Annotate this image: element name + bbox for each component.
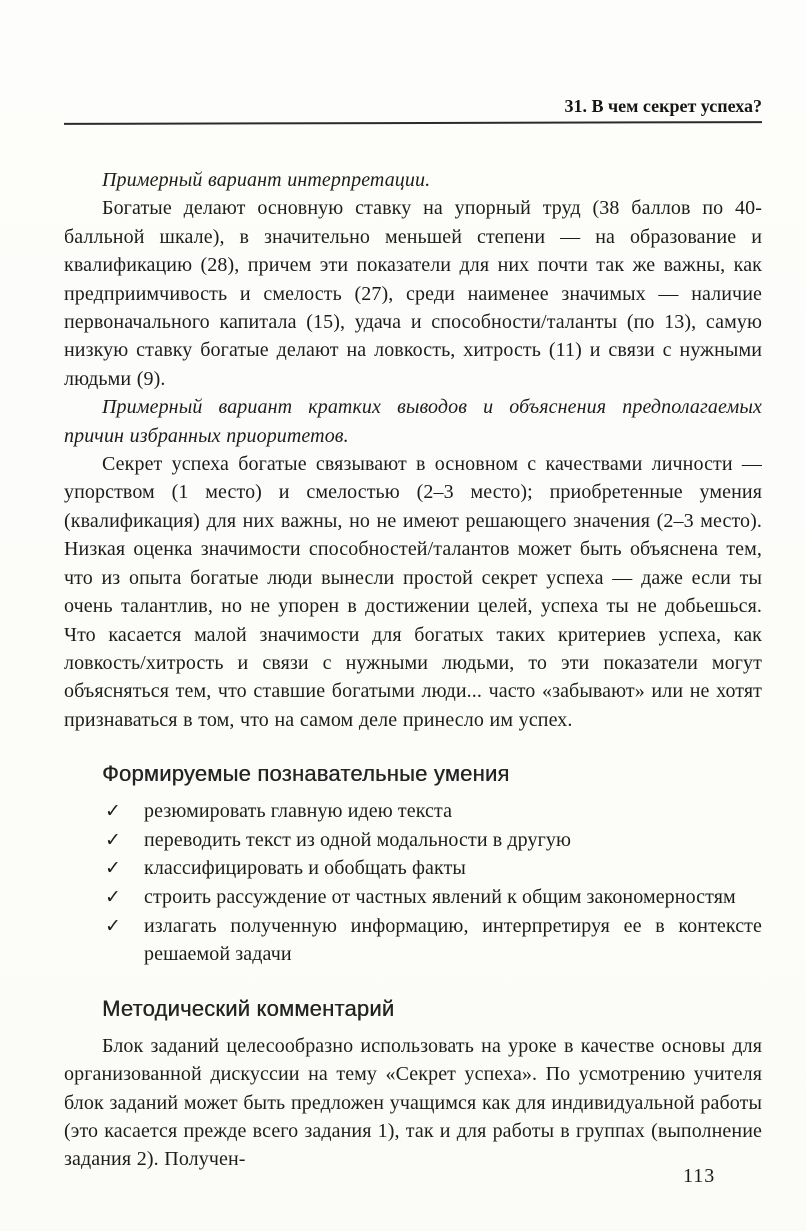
chapter-title: 31. В чем секрет успеха? [564,96,762,116]
list-item-text: переводить текст из одной модальности в другую [144,828,572,851]
list-item [64,883,762,912]
paragraph-conclusions-label: Примерный вариант кратких выводов и объяснения предполагаемых причин избранных приоритетов. [64,396,762,447]
header-rule [64,121,762,125]
checkmark-icon: ✓ [105,800,122,823]
list-item [64,854,762,883]
list-item [64,797,762,826]
paragraph-interpretation-label: Примерный вариант интерпретации. [102,169,431,191]
paragraph-conclusions-body: Секрет успеха богатые связывают в основном с качествами личности — упорством (1 место) и смелостью (2–3 место); приобретенные умения (квалификация) для них важны, но не имеют решающего значения (2–3 место). Низкая оценка значимости способностей/талантов может быть объяснена тем, что из опыта богатые люди вынесли простой секрет успеха — даже если ты очень талантлив, но не упорен в достижении целей, успеха ты не добьешься. Что касается малой значимости для богатых таких критериев успеха, как ловкость/хитрость и связи с нужными людьми, то эти показатели могут объясняться тем, что ставшие богатыми люди... часто «забывают» или не хотят признаваться в том, что на самом деле принесло им успех. [64,453,762,731]
checkmark-icon: ✓ [105,828,122,851]
checkmark-icon: ✓ [105,857,122,880]
page-number: 113 [683,1165,716,1187]
list-item [64,826,762,855]
skills-list [64,797,762,969]
list-item-text: классифицировать и обобщать факты [144,857,466,880]
running-head [64,95,762,122]
list-item [64,912,762,969]
list-item-text: строить рассуждение от частных явлений к общим закономерностям [144,885,736,908]
page-body [64,166,762,1174]
paragraph-interpretation-body: Богатые делают основную ставку на упорный труд (38 баллов по 40-балльной шкале), в значительно меньшей степени — на образование и квалификацию (28), причем эти показатели для них почти так же важны, как предприимчивость и смелость (27), среди наименее значимых — наличие первоначального капитала (15), удача и способности/таланты (по 13), самую низкую ставку богатые делают на ловкость, хитрость (11) и связи с нужными людьми (9). [64,197,762,390]
section-heading-method: Методический комментарий [102,995,395,1021]
paragraph-method-body: Блок заданий целесообразно использовать на уроке в качестве основы для организованной дискуссии на тему «Секрет успеха». По усмотрению учителя блок заданий может быть предложен учащимся как для индивидуальной работы (это касается прежде всего задания 1), так и для работы в группах (выполнение задания 2). Получен- [64,1034,762,1171]
list-item-text: резюмировать главную идею текста [144,800,453,823]
section-heading-skills: Формируемые познавательные умения [102,761,510,787]
list-item-text: излагать полученную информацию, интерпретируя ее в контексте решаемой задачи [144,914,762,966]
checkmark-icon: ✓ [105,914,122,937]
checkmark-icon: ✓ [105,885,122,908]
